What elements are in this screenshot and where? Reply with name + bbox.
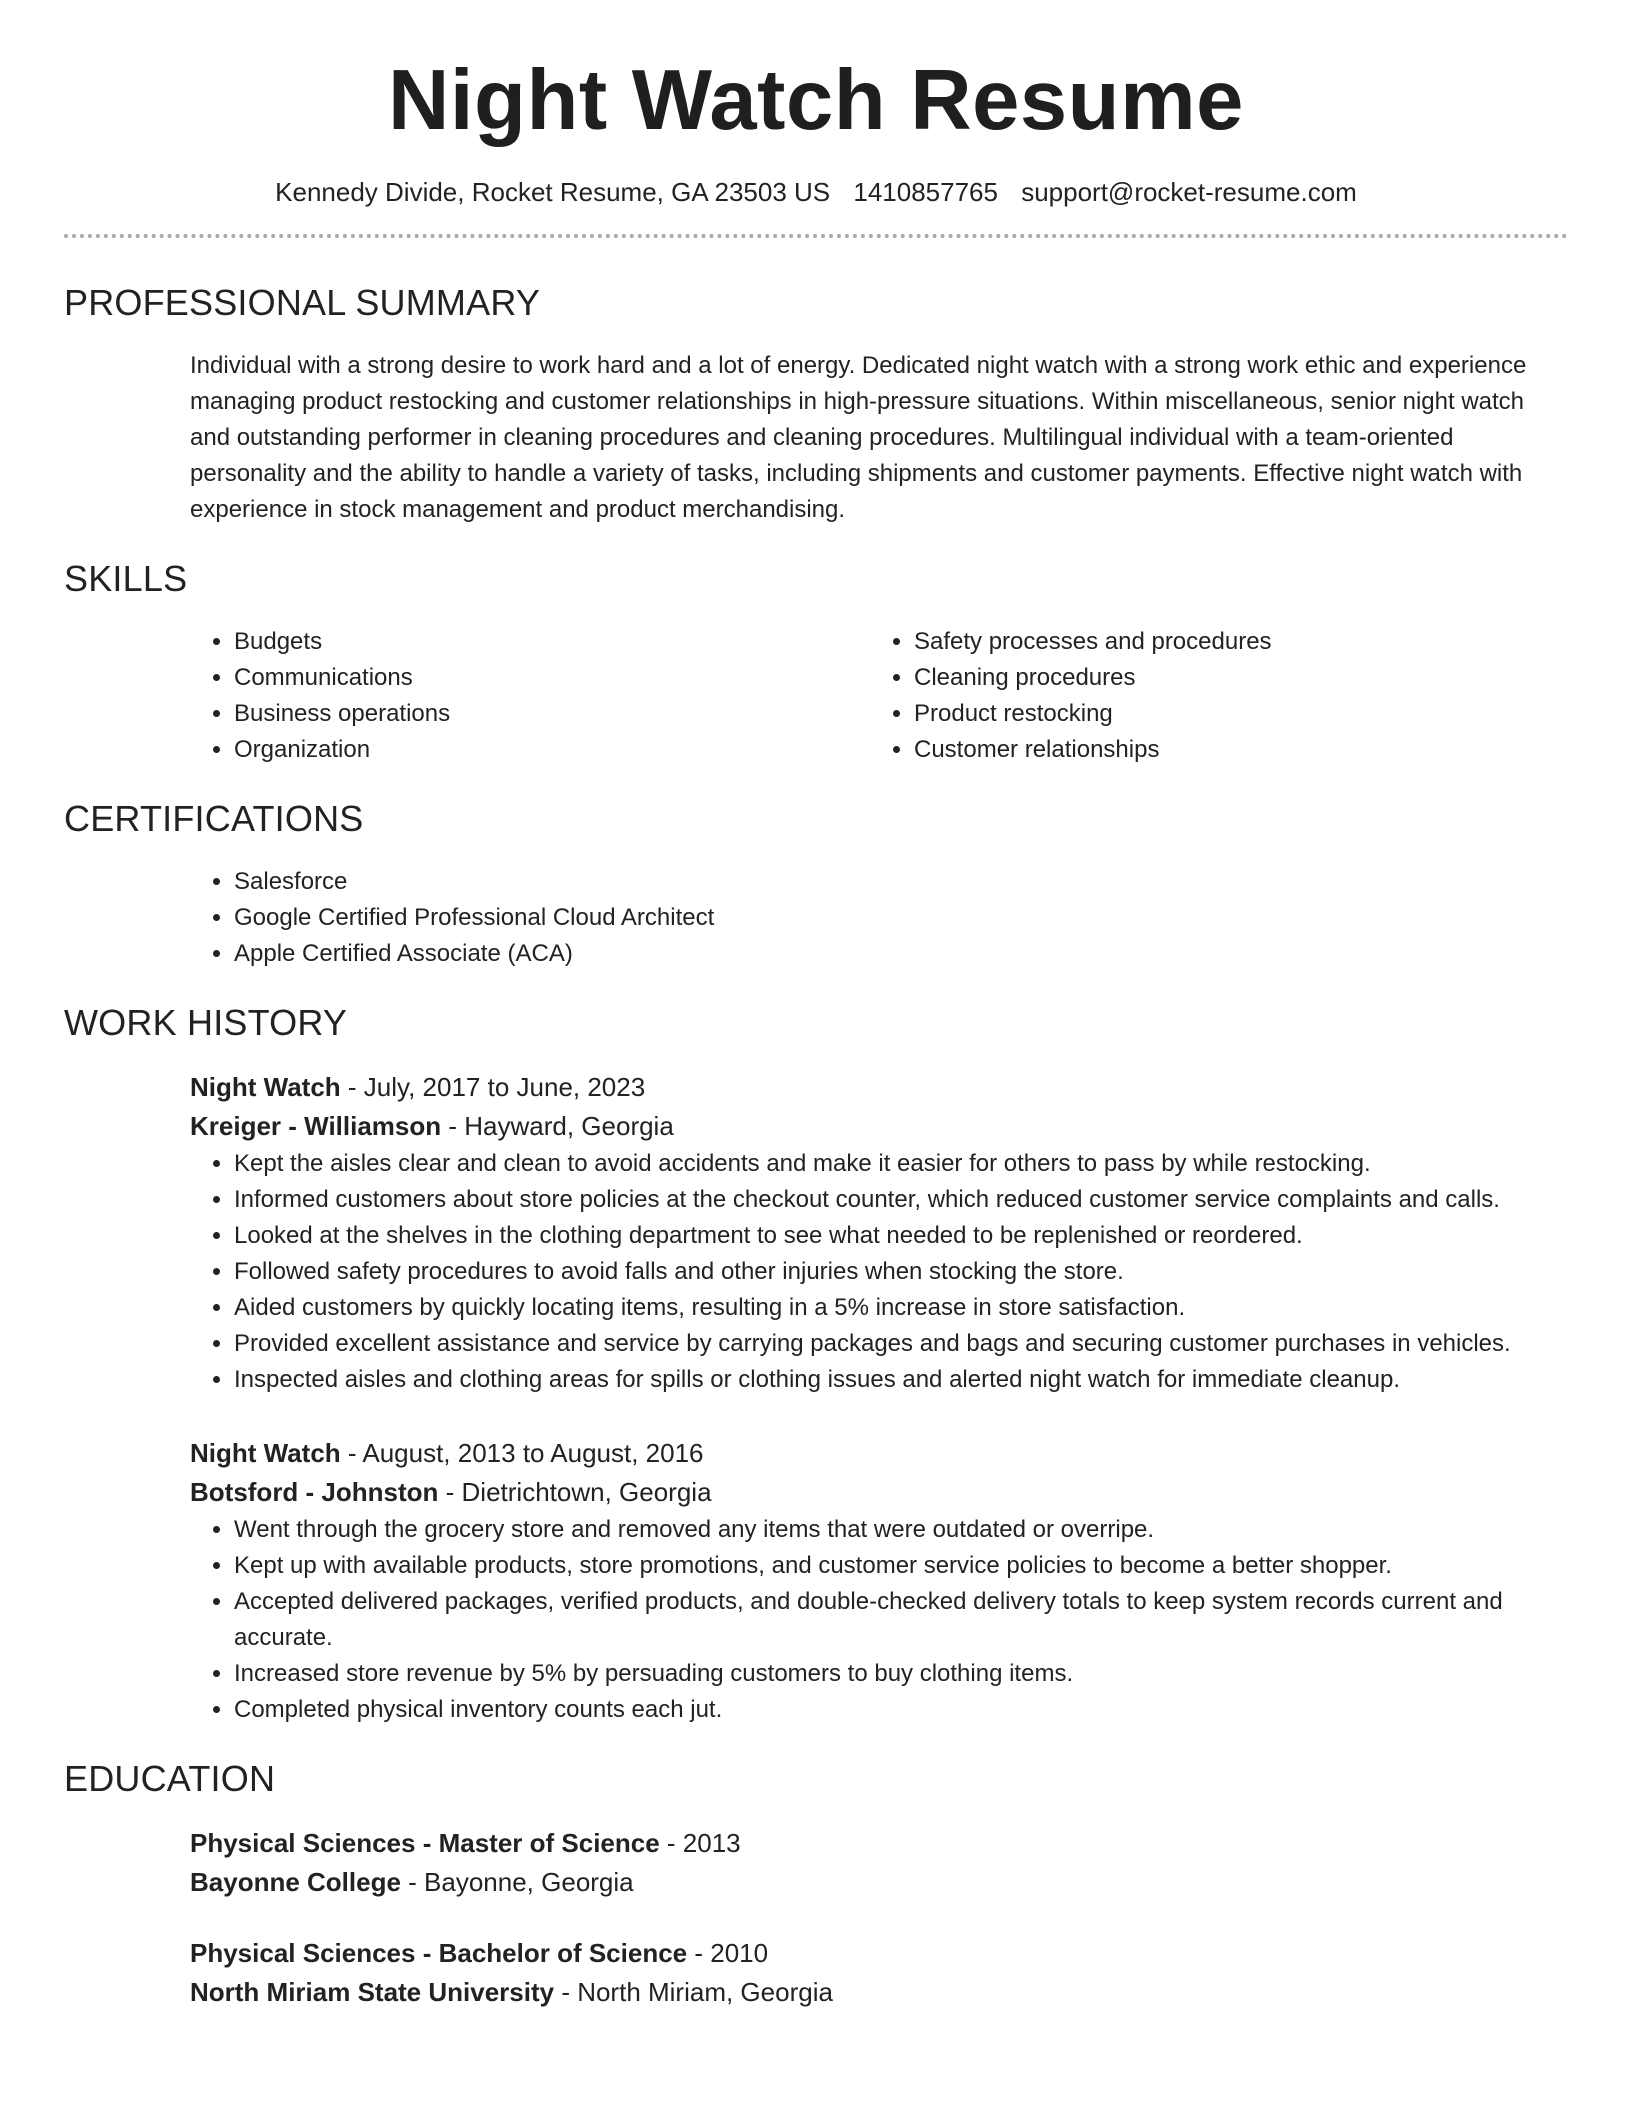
- job-bullet: • Kept up with available products, store promotions, and customer service policies to become a better shopper.: [234, 1548, 1568, 1584]
- job-bullets: [190, 1146, 1568, 1398]
- job-location: - Hayward, Georgia: [441, 1111, 674, 1141]
- certifications-list: [190, 864, 1568, 972]
- contact-phone: 1410857765: [853, 177, 998, 207]
- job-company: Botsford - Johnston: [190, 1477, 439, 1507]
- certification-item: • Salesforce: [234, 864, 1568, 900]
- education-degree: Physical Sciences - Master of Science: [190, 1828, 660, 1858]
- education-heading: EDUCATION: [64, 1758, 276, 1799]
- job-bullet: • Informed customers about store policies at the checkout counter, which reduced customer service complaints and calls.: [234, 1182, 1568, 1218]
- job-location: - Dietrichtown, Georgia: [438, 1477, 712, 1507]
- education-degree: Physical Sciences - Bachelor of Science: [190, 1938, 688, 1968]
- skills-heading: SKILLS: [64, 558, 188, 599]
- education-year: - 2010: [687, 1938, 769, 1968]
- job-bullet: • Went through the grocery store and removed any items that were outdated or overripe.: [234, 1512, 1568, 1548]
- job-bullet: • Accepted delivered packages, verified products, and double-checked delivery totals to keep system records current and accurate.: [234, 1584, 1568, 1656]
- skills-column-right: [870, 624, 1550, 768]
- certification-item: • Google Certified Professional Cloud Architect: [234, 900, 1568, 936]
- job-title: Night Watch: [190, 1438, 341, 1468]
- education-school-line: [190, 1973, 1568, 2012]
- education-school-line: [190, 1863, 1568, 1902]
- skill-item: • Product restocking: [914, 696, 1550, 732]
- job-title-line: [190, 1068, 1568, 1107]
- job-entry: [190, 1434, 1568, 1728]
- job-bullets: [190, 1512, 1568, 1728]
- education-entry: [190, 1934, 1568, 2012]
- skill-item: • Safety processes and procedures: [914, 624, 1550, 660]
- skills-list: [190, 624, 1568, 768]
- work-history-heading: WORK HISTORY: [64, 1002, 348, 1043]
- job-entry: [190, 1068, 1568, 1398]
- education-degree-line: [190, 1824, 1568, 1863]
- education-year: - 2013: [659, 1828, 741, 1858]
- job-dates: - August, 2013 to August, 2016: [340, 1438, 704, 1468]
- certifications-heading: CERTIFICATIONS: [64, 798, 364, 839]
- job-bullet: • Provided excellent assistance and service by carrying packages and bags and securing customer purchases in vehicles.: [234, 1326, 1568, 1362]
- job-bullet: • Increased store revenue by 5% by persuading customers to buy clothing items.: [234, 1656, 1568, 1692]
- resume-title: Night Watch Resume: [388, 53, 1244, 148]
- header-divider: [64, 234, 1568, 238]
- education-school: Bayonne College: [190, 1867, 401, 1897]
- skills-column-left: [190, 624, 870, 768]
- job-bullet: • Completed physical inventory counts each jut.: [234, 1692, 1568, 1728]
- job-title-line: [190, 1434, 1568, 1473]
- skill-item: • Business operations: [234, 696, 870, 732]
- job-title: Night Watch: [190, 1072, 341, 1102]
- education-location: - Bayonne, Georgia: [400, 1867, 634, 1897]
- job-company-line: [190, 1473, 1568, 1512]
- job-company: Kreiger - Williamson: [190, 1111, 442, 1141]
- education-entry: [190, 1824, 1568, 1902]
- contact-address: Kennedy Divide, Rocket Resume, GA 23503 US: [275, 177, 831, 207]
- certification-item: • Apple Certified Associate (ACA): [234, 936, 1568, 972]
- job-company-line: [190, 1107, 1568, 1146]
- skill-item: • Customer relationships: [914, 732, 1550, 768]
- skill-item: • Organization: [234, 732, 870, 768]
- contact-email: support@rocket-resume.com: [1021, 177, 1357, 207]
- education-school: North Miriam State University: [190, 1977, 555, 2007]
- summary-heading: PROFESSIONAL SUMMARY: [64, 282, 541, 323]
- summary-text: Individual with a strong desire to work hard and a lot of energy. Dedicated night watch with a strong work ethic and experience managing product restocking and customer relationships in high-pressure situations. Within miscellaneous, senior night watch and outstanding performer in cleaning procedures and cleaning procedures. Multilingual individual with a team-oriented personality and the ability to handle a variety of tasks, including shipments and customer payments. Effective night watch with experience in stock management and product merchandising.: [190, 352, 1527, 523]
- job-bullet: • Aided customers by quickly locating items, resulting in a 5% increase in store satisfaction.: [234, 1290, 1568, 1326]
- education-location: - North Miriam, Georgia: [554, 1977, 833, 2007]
- skill-item: • Cleaning procedures: [914, 660, 1550, 696]
- contact-line: [64, 177, 1568, 208]
- job-bullet: • Followed safety procedures to avoid falls and other injuries when stocking the store.: [234, 1254, 1568, 1290]
- job-dates: - July, 2017 to June, 2023: [340, 1072, 646, 1102]
- education-degree-line: [190, 1934, 1568, 1973]
- job-bullet: • Looked at the shelves in the clothing department to see what needed to be replenished or reordered.: [234, 1218, 1568, 1254]
- skill-item: • Budgets: [234, 624, 870, 660]
- skill-item: • Communications: [234, 660, 870, 696]
- job-bullet: • Inspected aisles and clothing areas for spills or clothing issues and alerted night watch for immediate cleanup.: [234, 1362, 1568, 1398]
- job-bullet: • Kept the aisles clear and clean to avoid accidents and make it easier for others to pass by while restocking.: [234, 1146, 1568, 1182]
